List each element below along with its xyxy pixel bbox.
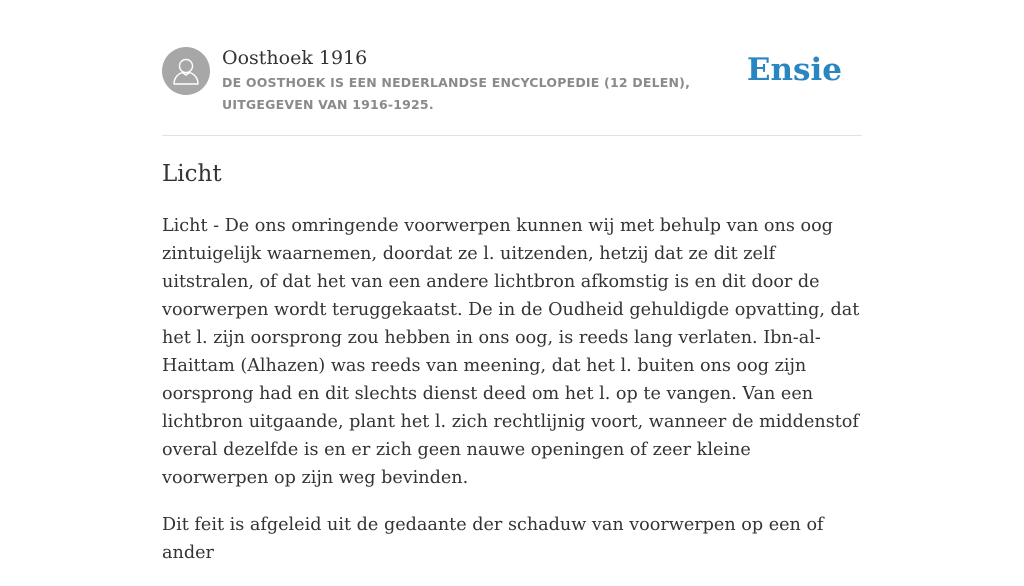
article-paragraph: Licht - De ons omringende voorwerpen kunnen wij met behulp van ons oog zintuigelijk waarnemen, doordat ze l. uitzenden, hetzij dat ze dit zelf uitstralen, of dat het van een andere lichtbron afkomstig is en dit door de voorwerpen wordt teruggekaatst. De in de Oudheid gehuldigde opvatting, dat het l. zijn oorsprong zou hebben in ons oog, is reeds lang verlaten. Ibn-al-Haittam (Alhazen) was reeds van meening, dat het l. buiten ons oog zijn oorsprong had en dit slechts dienst deed om het l. op te vangen. Van een lichtbron uitgaande, plant het l. zich rechtlijnig voort, wanneer de middenstof overal dezelfde is en er zich geen nauwe openingen of zeer kleine voorwerpen op zijn weg bevinden. <box>162 216 860 488</box>
source-header <box>162 0 862 136</box>
source-title[interactable]: Oosthoek 1916 <box>222 47 368 69</box>
avatar[interactable] <box>162 47 210 95</box>
article-paragraph: Dit feit is afgeleid uit de gedaante der schaduw van voorwerpen op een of ander <box>162 515 824 563</box>
user-icon <box>162 47 210 95</box>
brand-logo-link[interactable]: Ensie <box>746 52 842 88</box>
article-body <box>162 212 862 586</box>
article-title: Licht <box>162 161 222 187</box>
content-container <box>162 0 862 563</box>
source-description: DE OOSTHOEK IS EEN NEDERLANDSE ENCYCLOPEDIE (12 DELEN), UITGEGEVEN VAN 1916-1925. <box>222 75 691 112</box>
